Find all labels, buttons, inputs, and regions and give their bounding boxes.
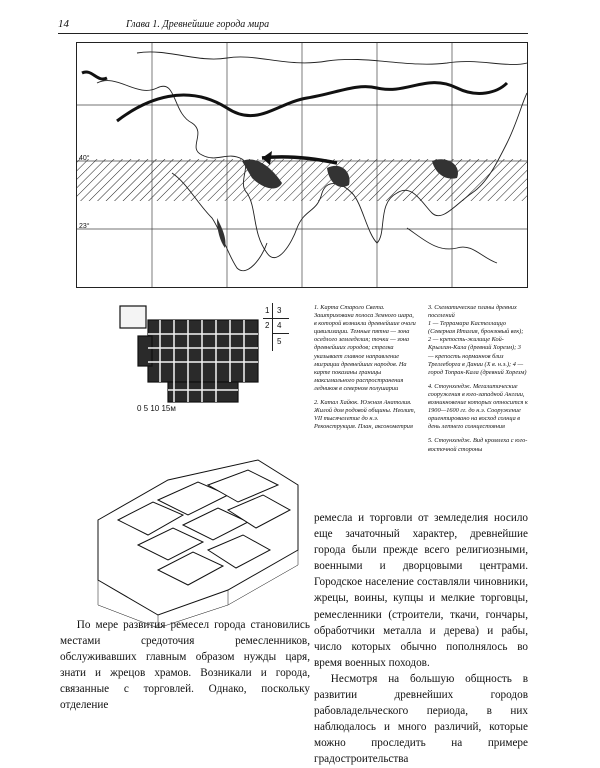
body-column-right — [314, 510, 528, 768]
latitude-label-40: 40° — [79, 155, 90, 162]
old-world-map — [76, 42, 528, 288]
caption-3: 3. Схематические планы древних поселений 1 — Террамара Кастеллаццо (Северная Италия, бронзовый век); 2 — крепость-жилище Кой-Крылган-Кала (древний Хорезм); 3 — крепость норманнов близ Треллеборга в Дании (X в. н.э.); 4 — город Топрак-Кала (древний Хорезм) — [428, 304, 527, 376]
body-paragraph: По мере развития ремесел города становились местами средоточия ремесленников, обслуживавших главным образом нужды царя, знати и жрецов храмов. Возникали и города, связанные с торговлей. Однако, поскольку отделение — [60, 619, 310, 712]
glacier-boundary-west — [82, 72, 107, 79]
body-paragraph: Несмотря на большую общность в развитии древнейших городов рабовладельческого периода, в них наблюдалось и много различий, которые можно проследить на примере градостроительства — [314, 672, 528, 766]
catal-huyuk-axonometry — [58, 440, 308, 630]
key-number-4: 4 — [277, 321, 282, 330]
key-number-1: 1 — [265, 306, 270, 315]
key-number-5: 5 — [277, 337, 282, 346]
key-number-2: 2 — [265, 321, 270, 330]
figure-key — [253, 303, 295, 353]
caption-2: 2. Катал Хайюк. Южная Анатолия. Жилой дом родовой общины. Неолит, VII тысячелетие до н.э. Реконструкция. План, аксонометрия — [314, 399, 418, 431]
map-drawing — [77, 43, 527, 287]
body-column-left — [60, 617, 310, 714]
civilization-belt — [77, 159, 527, 201]
glacier-boundary — [117, 83, 507, 121]
caption-5: 5. Стоунхендж. Вид кромлеха с юго-восточной стороны — [428, 437, 528, 453]
caption-1: 1. Карта Старого Света. Заштрихована полоса Земного шара, в которой возникли древнейшие очаги цивилизации. Темные пятна — зона оседлого земледелия; точки — зона древнейших городов; стрелка указывает главное направление миграции древнейших народов. На карте показаны границы максимального распространения ледников в северном полушарии — [314, 304, 418, 392]
plan-scale: 0 5 10 15м — [137, 404, 176, 413]
caption-column-1 — [314, 304, 416, 437]
key-number-3: 3 — [277, 306, 282, 315]
page-number: 14 — [58, 18, 69, 30]
header-rule — [58, 33, 528, 34]
catal-huyuk-plan — [110, 300, 270, 420]
body-paragraph: ремесла и торговли от земледелия носило еще зачаточный характер, древнейшие города были прежде всего религиозными, военными и дворцовыми центрами. Городское население составляли чиновники, жрецы, воины, купцы и мелкие торговцы, ремесленники (строители, ткачи, гончары, обработчики металла и дерева) и рабы, число которых обычно пополнялось во время военных походов. — [314, 512, 528, 669]
running-title: Глава 1. Древнейшие города мира — [126, 19, 270, 30]
axonometric-drawing — [58, 440, 308, 630]
caption-column-2 — [428, 304, 528, 460]
caption-4: 4. Стоунхендж. Мегалитические сооружения в юго-западной Англии, возникновение которых относится к 1900—1600 гг. до н.э. Сооружение ориентировано на восход солнца в день летнего солнцестояния — [428, 382, 530, 431]
settlement-plan-drawing — [110, 300, 270, 420]
running-header — [58, 18, 528, 32]
latitude-label-23: 23° — [79, 223, 90, 230]
